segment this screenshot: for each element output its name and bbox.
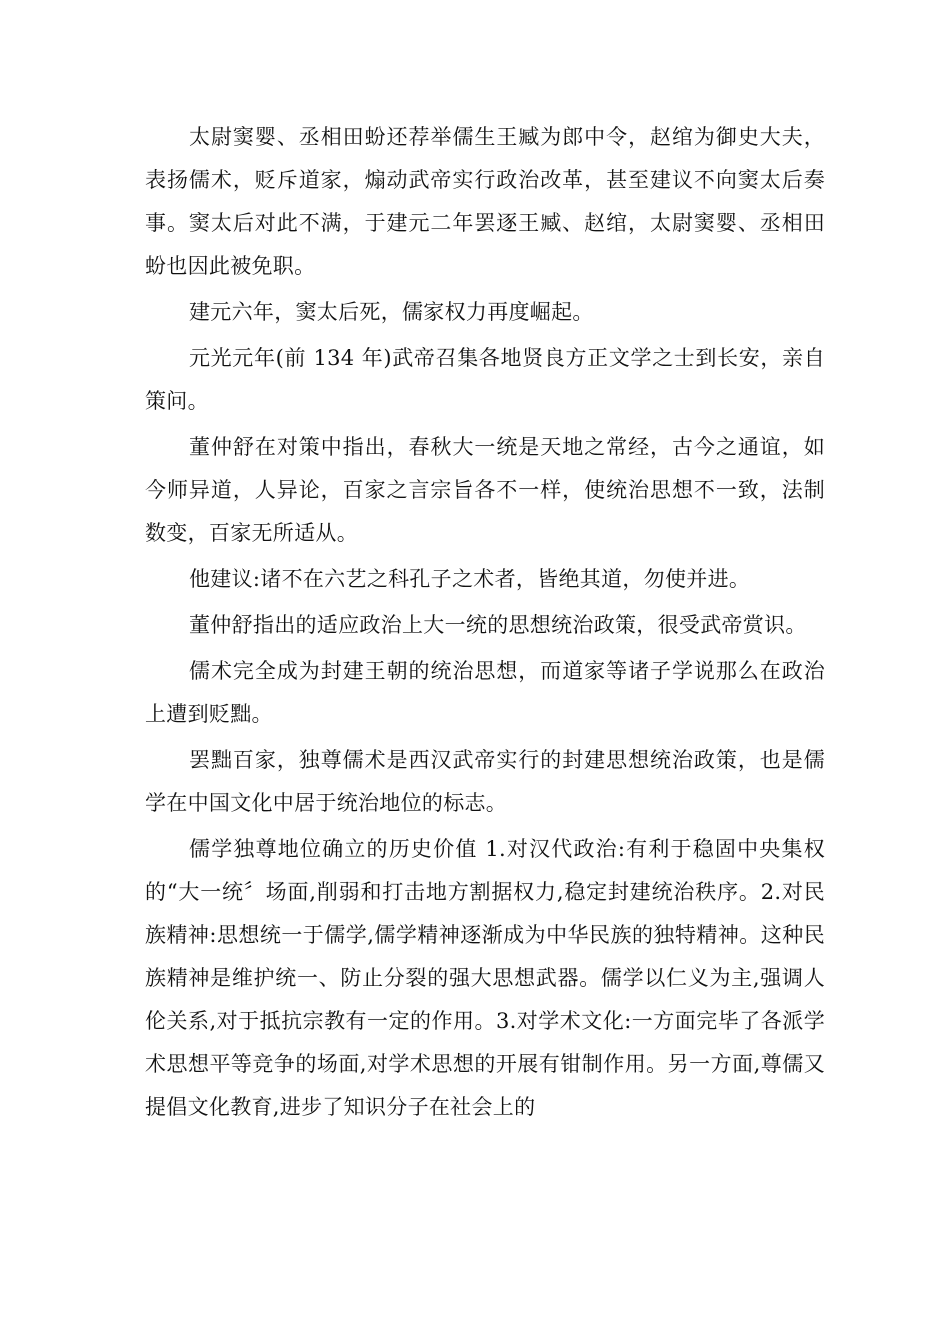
paragraph-7: 儒术完全成为封建王朝的统治思想，而道家等诸子学说那么在政治上遭到贬黜。 (145, 659, 825, 726)
paragraph-8: 罢黜百家，独尊儒术是西汉武帝实行的封建思想统治政策，也是儒学在中国文化中居于统治地位的标志。 (145, 748, 825, 815)
paragraph-2: 建元六年，窦太后死，儒家权力再度崛起。 (189, 300, 594, 324)
paragraph-1: 太尉窦婴、丞相田蚡还荐举儒生王臧为郎中令，赵绾为御史大夫，表扬儒术，贬斥道家，煽动武帝实行政治改革，甚至建议不向窦太后奏事。窦太后对此不满，于建元二年罢逐王臧、赵绾，太尉窦婴、丞相田蚡也因此被免职。 (145, 125, 825, 278)
paragraph-9: 儒学独尊地位确立的历史价值 1.对汉代政治:有利于稳固中央集权的“大一统〞场面,削弱和打击地方割据权力,稳定封建统治秩序。2.对民族精神:思想统一于儒学,儒学精神逐渐成为中华民族的独特精神。这种民族精神是维护统一、防止分裂的强大思想武器。儒学以仁义为主,强调人伦关系,对于抵抗宗教有一定的作用。3.对学术文化:一方面完毕了各派学术思想平等竞争的场面,对学术思想的开展有钳制作用。另一方面,尊儒又提倡文化教育,进步了知识分子在社会上的 (145, 837, 825, 1119)
paragraph-6: 董仲舒指出的适应政治上大一统的思想统治政策，很受武帝赏识。 (189, 613, 807, 637)
paragraph-3: 元光元年(前 134 年)武帝召集各地贤良方正文学之士到长安，亲自策问。 (145, 346, 825, 413)
paragraph-4: 董仲舒在对策中指出，春秋大一统是天地之常经，古今之通谊，如今师异道，人异论，百家之言宗旨各不一样，使统治思想不一致，法制数变，百家无所适从。 (145, 435, 825, 545)
paragraph-5: 他建议:诸不在六艺之科孔子之术者，皆绝其道，勿使并进。 (189, 567, 751, 591)
document-body (145, 116, 825, 1132)
